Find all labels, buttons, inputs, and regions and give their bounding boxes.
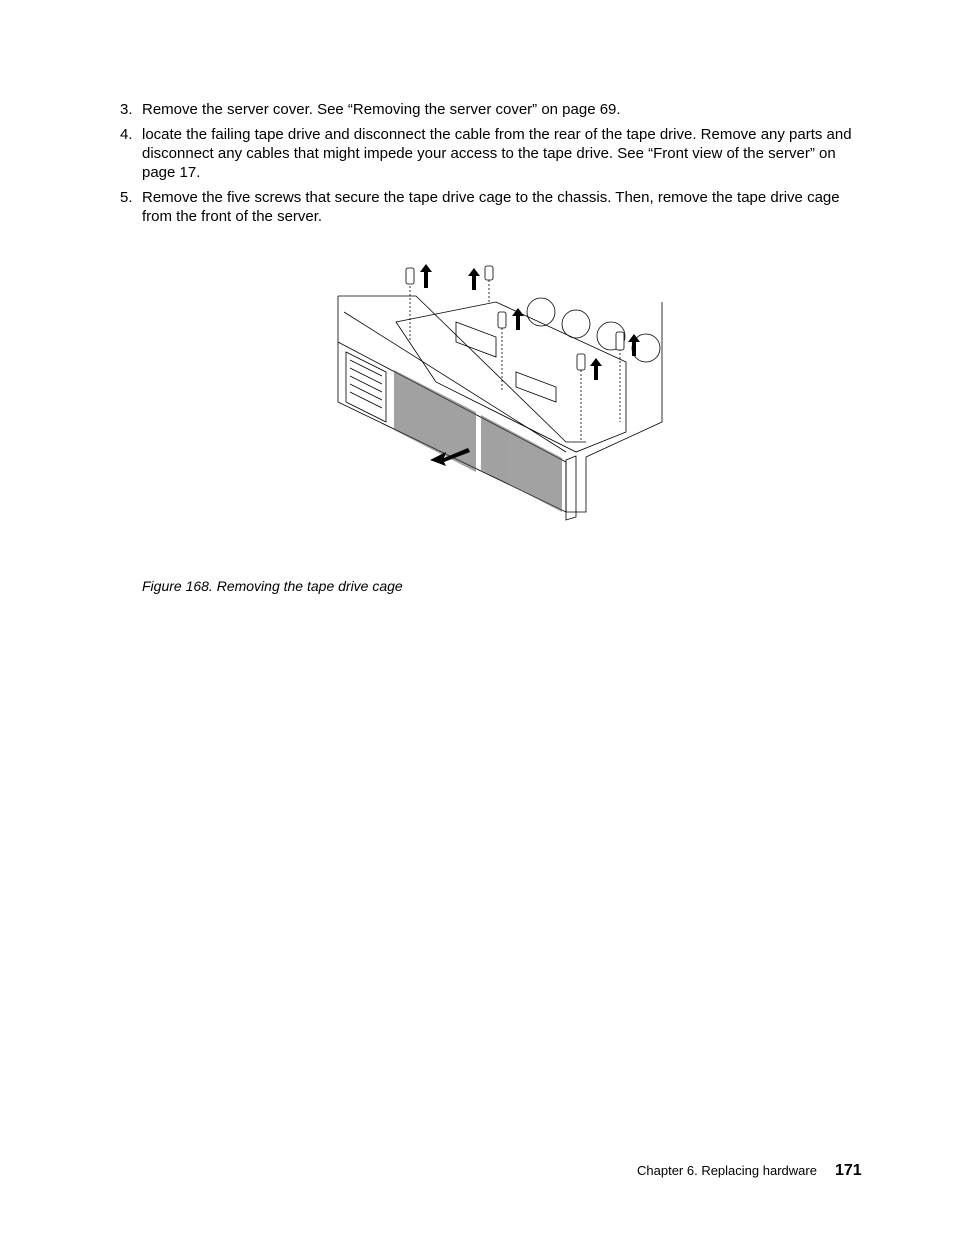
tape-drive-cage-illustration — [336, 262, 666, 534]
page-footer — [637, 1162, 862, 1180]
step-number: 3. — [120, 101, 133, 118]
chapter-title: Chapter 6. Replacing hardware — [637, 1163, 817, 1178]
server-line-drawing — [336, 262, 666, 534]
step-text: Remove the server cover. See “Removing the server cover” on page 69. — [142, 101, 621, 118]
page-number: 171 — [834, 1162, 862, 1179]
instruction-steps — [120, 100, 860, 232]
step-number: 5. — [120, 189, 133, 206]
step-number: 4. — [120, 126, 133, 143]
step-3 — [120, 100, 860, 119]
step-text: locate the failing tape drive and disconnect the cable from the rear of the tape drive. Remove any parts and disconnect any cables that might impede your access to the tape drive. See “Front view of the server” on page 17. — [142, 126, 852, 181]
step-text: Remove the five screws that secure the tape drive cage to the chassis. Then, remove the tape drive cage from the front of the server. — [142, 189, 840, 225]
step-4 — [120, 125, 860, 182]
step-5 — [120, 188, 860, 226]
figure-caption: Figure 168. Removing the tape drive cage — [142, 578, 403, 594]
